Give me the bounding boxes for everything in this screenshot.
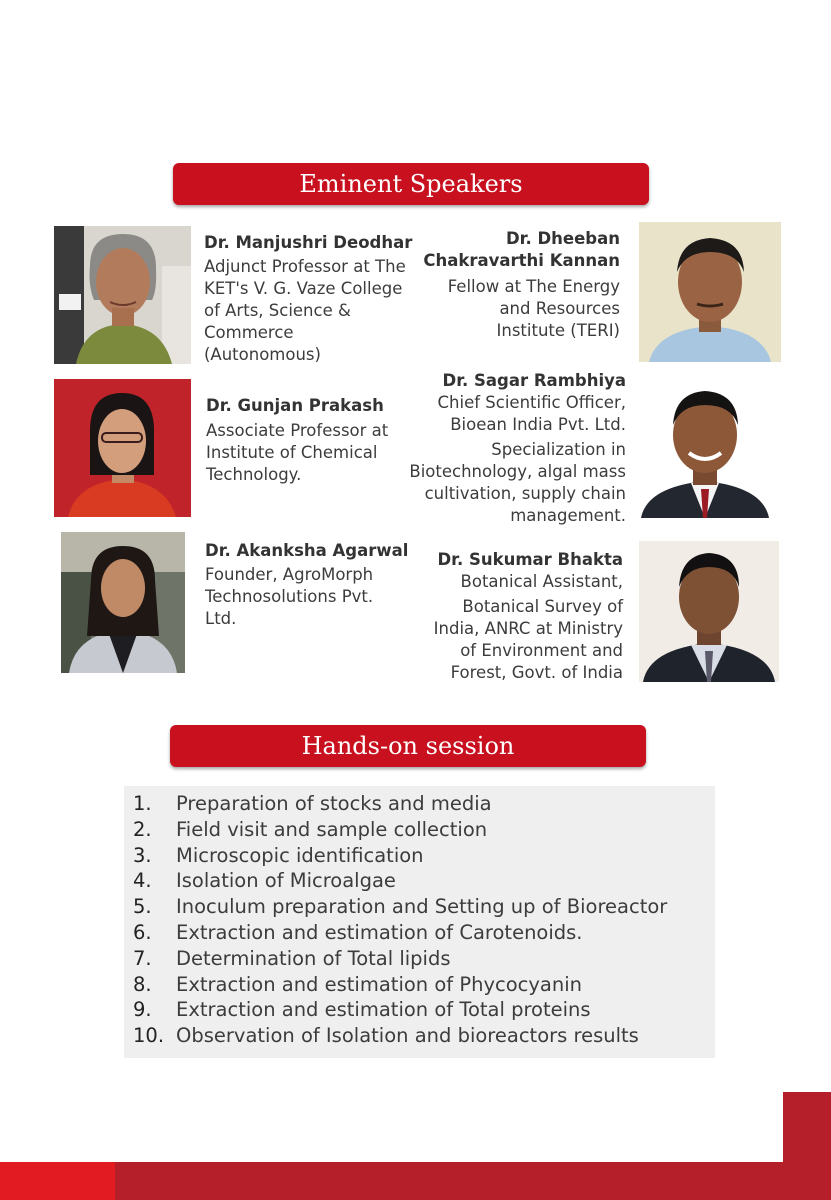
speaker-photo-manjushri-deodhar (54, 226, 191, 364)
hands-on-session-heading: Hands-on session (170, 725, 646, 767)
speaker-name: Dr. Manjushri Deodhar (204, 233, 413, 252)
list-item-text: Extraction and estimation of Phycocyanin (176, 972, 582, 996)
speaker-card-dheeban-chakravarthi-kannan (418, 228, 620, 342)
list-item-text: Microscopic identification (176, 843, 424, 867)
list-item-text: Determination of Total lipids (176, 946, 451, 970)
speaker-detail-line: Specialization in (491, 440, 626, 459)
list-item-text: Observation of Isolation and bioreactors results (176, 1024, 639, 1048)
speaker-card-manjushri-deodhar (204, 232, 419, 366)
speaker-card-akanksha-agarwal (205, 540, 415, 630)
list-item-text: Extraction and estimation of Carotenoids. (176, 920, 583, 944)
speaker-card-gunjan-prakash (206, 395, 416, 486)
list-item-text: Inoculum preparation and Setting up of Bioreactor (176, 895, 668, 919)
speaker-name: Dr. Dheeban (505, 229, 620, 248)
speaker-photo-gunjan-prakash (54, 379, 191, 517)
speaker-detail-line: of Environment and (460, 641, 623, 660)
speaker-card-sagar-rambhiya (400, 370, 626, 527)
speaker-detail-line: Technology. (206, 465, 302, 484)
list-item (133, 972, 667, 998)
speaker-detail-line: (Autonomous) (204, 345, 321, 364)
list-item-text: Extraction and estimation of Total proteins (176, 998, 591, 1022)
speaker-detail-line: Commerce (204, 323, 294, 342)
speaker-detail-line: Bioean India Pvt. Ltd. (450, 415, 626, 434)
speaker-detail-line: Botanical Survey of (462, 597, 623, 616)
speaker-photo-akanksha-agarwal (61, 532, 185, 673)
list-item-number: 9. (133, 998, 152, 1022)
speaker-photo-sagar-rambhiya (635, 383, 775, 518)
list-item (133, 997, 667, 1023)
list-item-number: 4. (133, 869, 152, 893)
list-item-number: 5. (133, 895, 152, 919)
speaker-name: Dr. Sukumar Bhakta (437, 550, 623, 569)
speaker-photo-dheeban-chakravarthi-kannan (639, 222, 781, 362)
footer-corner-block (783, 1092, 831, 1164)
speaker-detail-line: Fellow at The Energy (447, 277, 620, 296)
speaker-detail-line: Institute (TERI) (496, 321, 620, 340)
speaker-detail-line: Chief Scientific Officer, (437, 393, 626, 412)
hands-on-list (133, 791, 667, 1049)
list-item (133, 920, 667, 946)
footer-bar (0, 1162, 831, 1200)
list-item (133, 791, 667, 817)
list-item (133, 817, 667, 843)
speaker-detail-line: Founder, AgroMorph (205, 565, 374, 584)
speaker-detail-line: Institute of Chemical (206, 443, 378, 462)
speaker-name: Dr. Sagar Rambhiya (442, 371, 626, 390)
list-item (133, 946, 667, 972)
list-item-number: 10. (133, 1024, 165, 1048)
speaker-detail-line: management. (510, 506, 626, 525)
speaker-card-sukumar-bhakta (420, 549, 623, 684)
list-item-number: 8. (133, 972, 152, 996)
speaker-detail-line: of Arts, Science & (204, 301, 351, 320)
speaker-detail-line: Forest, Govt. of India (450, 663, 623, 682)
speaker-detail-line: Associate Professor at (206, 421, 389, 440)
speaker-detail-line: Technosolutions Pvt. (205, 587, 374, 606)
list-item (133, 868, 667, 894)
speaker-detail-line: and Resources (499, 299, 620, 318)
speaker-detail-line: Botanical Assistant, (460, 572, 623, 591)
list-item-number: 2. (133, 817, 152, 841)
speaker-detail-line: KET's V. G. Vaze College (204, 279, 403, 298)
speaker-name: Chakravarthi Kannan (423, 251, 620, 270)
list-item-text: Isolation of Microalgae (176, 869, 396, 893)
speaker-detail-line: Ltd. (205, 609, 237, 628)
list-item-number: 3. (133, 843, 152, 867)
footer-accent-block (0, 1162, 115, 1200)
eminent-speakers-heading: Eminent Speakers (173, 163, 649, 205)
list-item-number: 7. (133, 946, 152, 970)
list-item (133, 894, 667, 920)
list-item-text: Preparation of stocks and media (176, 792, 492, 815)
list-item (133, 843, 667, 869)
speaker-detail-line: Adjunct Professor at The (204, 257, 406, 276)
list-item-number: 1. (133, 792, 152, 815)
speaker-name: Dr. Akanksha Agarwal (205, 541, 409, 560)
list-item (133, 1023, 667, 1049)
speaker-detail-line: Biotechnology, algal mass (409, 462, 626, 481)
list-item-text: Field visit and sample collection (176, 817, 488, 841)
list-item-number: 6. (133, 920, 152, 944)
speaker-name: Dr. Gunjan Prakash (206, 396, 384, 415)
speaker-photo-sukumar-bhakta (639, 541, 779, 682)
speaker-detail-line: cultivation, supply chain (424, 484, 626, 503)
speaker-detail-line: India, ANRC at Ministry (433, 619, 623, 638)
